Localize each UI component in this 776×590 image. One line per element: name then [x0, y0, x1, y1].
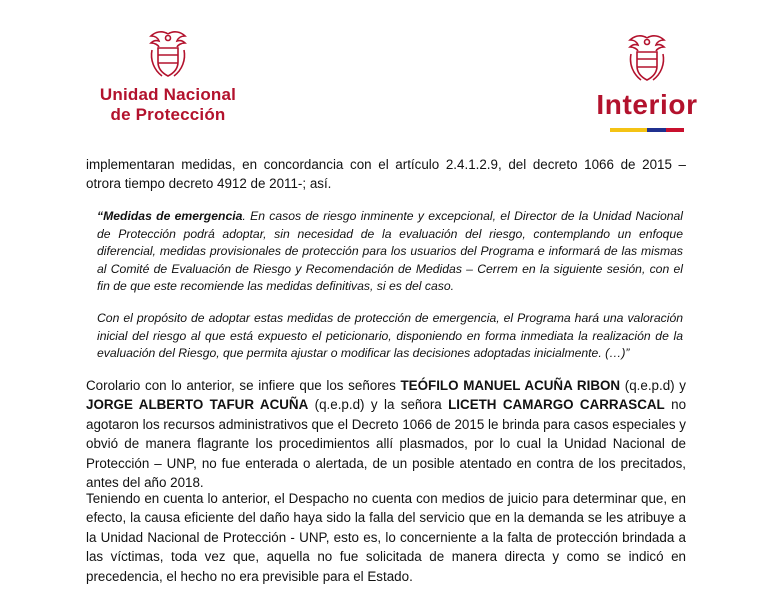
person-name: LICETH CAMARGO CARRASCAL: [448, 397, 665, 413]
person-name: JORGE ALBERTO TAFUR ACUÑA: [86, 397, 309, 413]
paragraph-conclusion: Teniendo en cuenta lo anterior, el Despacho no cuenta con medios de juicio para determinar que, en efecto, la causa eficiente del daño haya sido la falla del servicio que en la demanda se les atribuye a la Unidad Nacional de Protección - UNP, esto es, lo concerniente a la falta de protección brindada a las víctimas, toda vez que, aquella no fue solicitada de manera directa y como se indicó en precedencia, el hecho no era previsible para el Estado.: [86, 491, 686, 584]
quote-emergency-procedure: Con el propósito de adoptar estas medidas de protección de emergencia, el Programa hará una valoración inicial del riesgo al que está expuesto el peticionario, disponiendo en forma inmediata la realización de la evaluación del Riesgo, que permita ajustar o modificar las decisiones adoptadas inicialmente. (…)”: [97, 311, 683, 361]
quote-lead: “Medidas de emergencia: [97, 209, 243, 223]
quote-emergency-measures: [97, 208, 683, 296]
flag-yellow: [610, 128, 647, 132]
text-span: (q.e.p.d) y: [620, 378, 686, 393]
person-name: TEÓFILO MANUEL ACUÑA RIBON: [400, 378, 621, 393]
colombia-coat-of-arms-icon: [146, 30, 190, 80]
flag-red: [666, 128, 685, 132]
text-span: (q.e.p.d) y la señora: [308, 397, 449, 413]
interior-logo-text: Interior: [596, 89, 698, 120]
flag-color-bar: [610, 128, 684, 132]
unp-logo: [88, 30, 248, 125]
unp-logo-text: Unidad Nacional de Protección: [99, 85, 237, 124]
quote-body: . En casos de riesgo inminente y excepcional, el Director de la Unidad Nacional de Protección podrá adoptar, sin necesidad de la evaluación del riesgo, contemplando un enfoque diferencial, medidas provisionales de protección para los usuarios del Programa e informará de las mismas al Comité de Evaluación de Riesgo y Recomendación de Medidas – Cerrem en la siguiente sesión, con el fin de que este recomiende las medidas definitivas, si es del caso.: [97, 209, 683, 294]
paragraph-intro: implementaran medidas, en concordancia con el artículo 2.4.1.2.9, del decreto 1066 de 2015 – otrora tiempo decreto 4912 de 2011-; así.: [86, 157, 686, 192]
text-span: Corolario con lo anterior, se infiere que los señores: [86, 378, 401, 393]
colombia-coat-of-arms-icon: [625, 34, 669, 84]
flag-blue: [647, 128, 666, 132]
paragraph-corolario: [86, 376, 686, 492]
interior-logo: [582, 34, 712, 132]
text-span: no agotaron los recursos administrativos que el Decreto 1066 de 2015 le brinda para casos especiales y obvió de manera flagrante los procedimientos allí plasmados, por lo cual la Unidad Nacional de Protección – UNP, no fue enterada o alertada, de un posible atentado en contra de los precitados, antes del año 2018.: [86, 397, 687, 491]
